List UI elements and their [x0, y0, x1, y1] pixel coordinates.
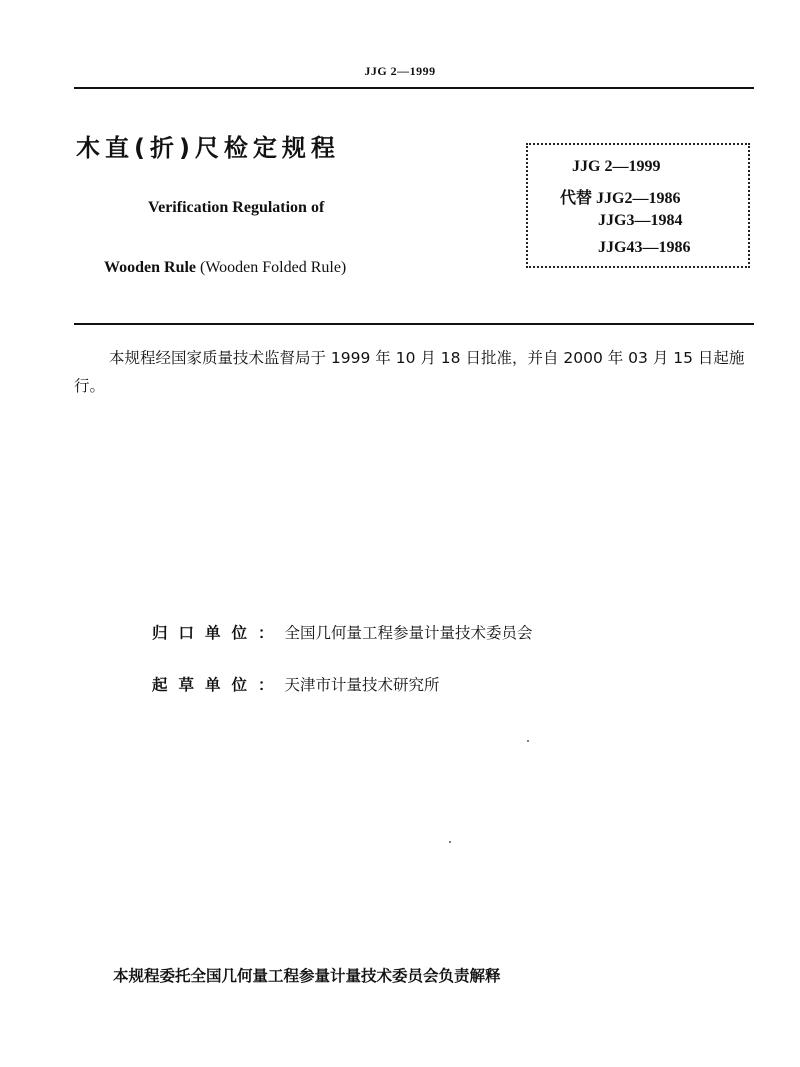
drafting-unit-row — [152, 673, 440, 695]
title-chinese: 木直(折)尺检定规程 — [76, 134, 340, 162]
middle-divider — [74, 323, 754, 325]
scan-speck — [527, 740, 529, 742]
interpretation-note: 本规程委托全国几何量工程参量计量技术委员会负责解释 — [113, 967, 501, 985]
code-replaced-3: JJG43—1986 — [598, 239, 691, 256]
drafting-unit-label: 起草单位： — [152, 676, 285, 694]
top-divider — [74, 87, 754, 89]
drafting-unit-value: 天津市计量技术研究所 — [284, 676, 440, 694]
scan-speck — [449, 841, 451, 843]
title-english-wooden-rule: Wooden Rule — [104, 259, 197, 276]
responsible-unit-label: 归口单位： — [152, 624, 285, 642]
code-replaces: 代替 JJG2—1986 — [560, 190, 681, 207]
code-current: JJG 2—1999 — [572, 158, 661, 175]
title-english-line2 — [104, 259, 346, 277]
title-english-line1: Verification Regulation of — [148, 199, 325, 216]
document-code-header: JJG 2—1999 — [364, 64, 436, 78]
code-replaced-2: JJG3—1984 — [598, 212, 683, 229]
responsible-unit-value: 全国几何量工程参量计量技术委员会 — [284, 624, 533, 642]
approval-text: 本规程经国家质量技术监督局于 1999 年 10 月 18 日批准，并自 2000 年 03 月 15 日起施行。 — [74, 349, 745, 395]
standard-code-box — [526, 143, 750, 268]
responsible-unit-row — [152, 621, 533, 643]
title-english-folded-rule: (Wooden Folded Rule) — [200, 259, 347, 276]
approval-statement — [74, 344, 754, 400]
